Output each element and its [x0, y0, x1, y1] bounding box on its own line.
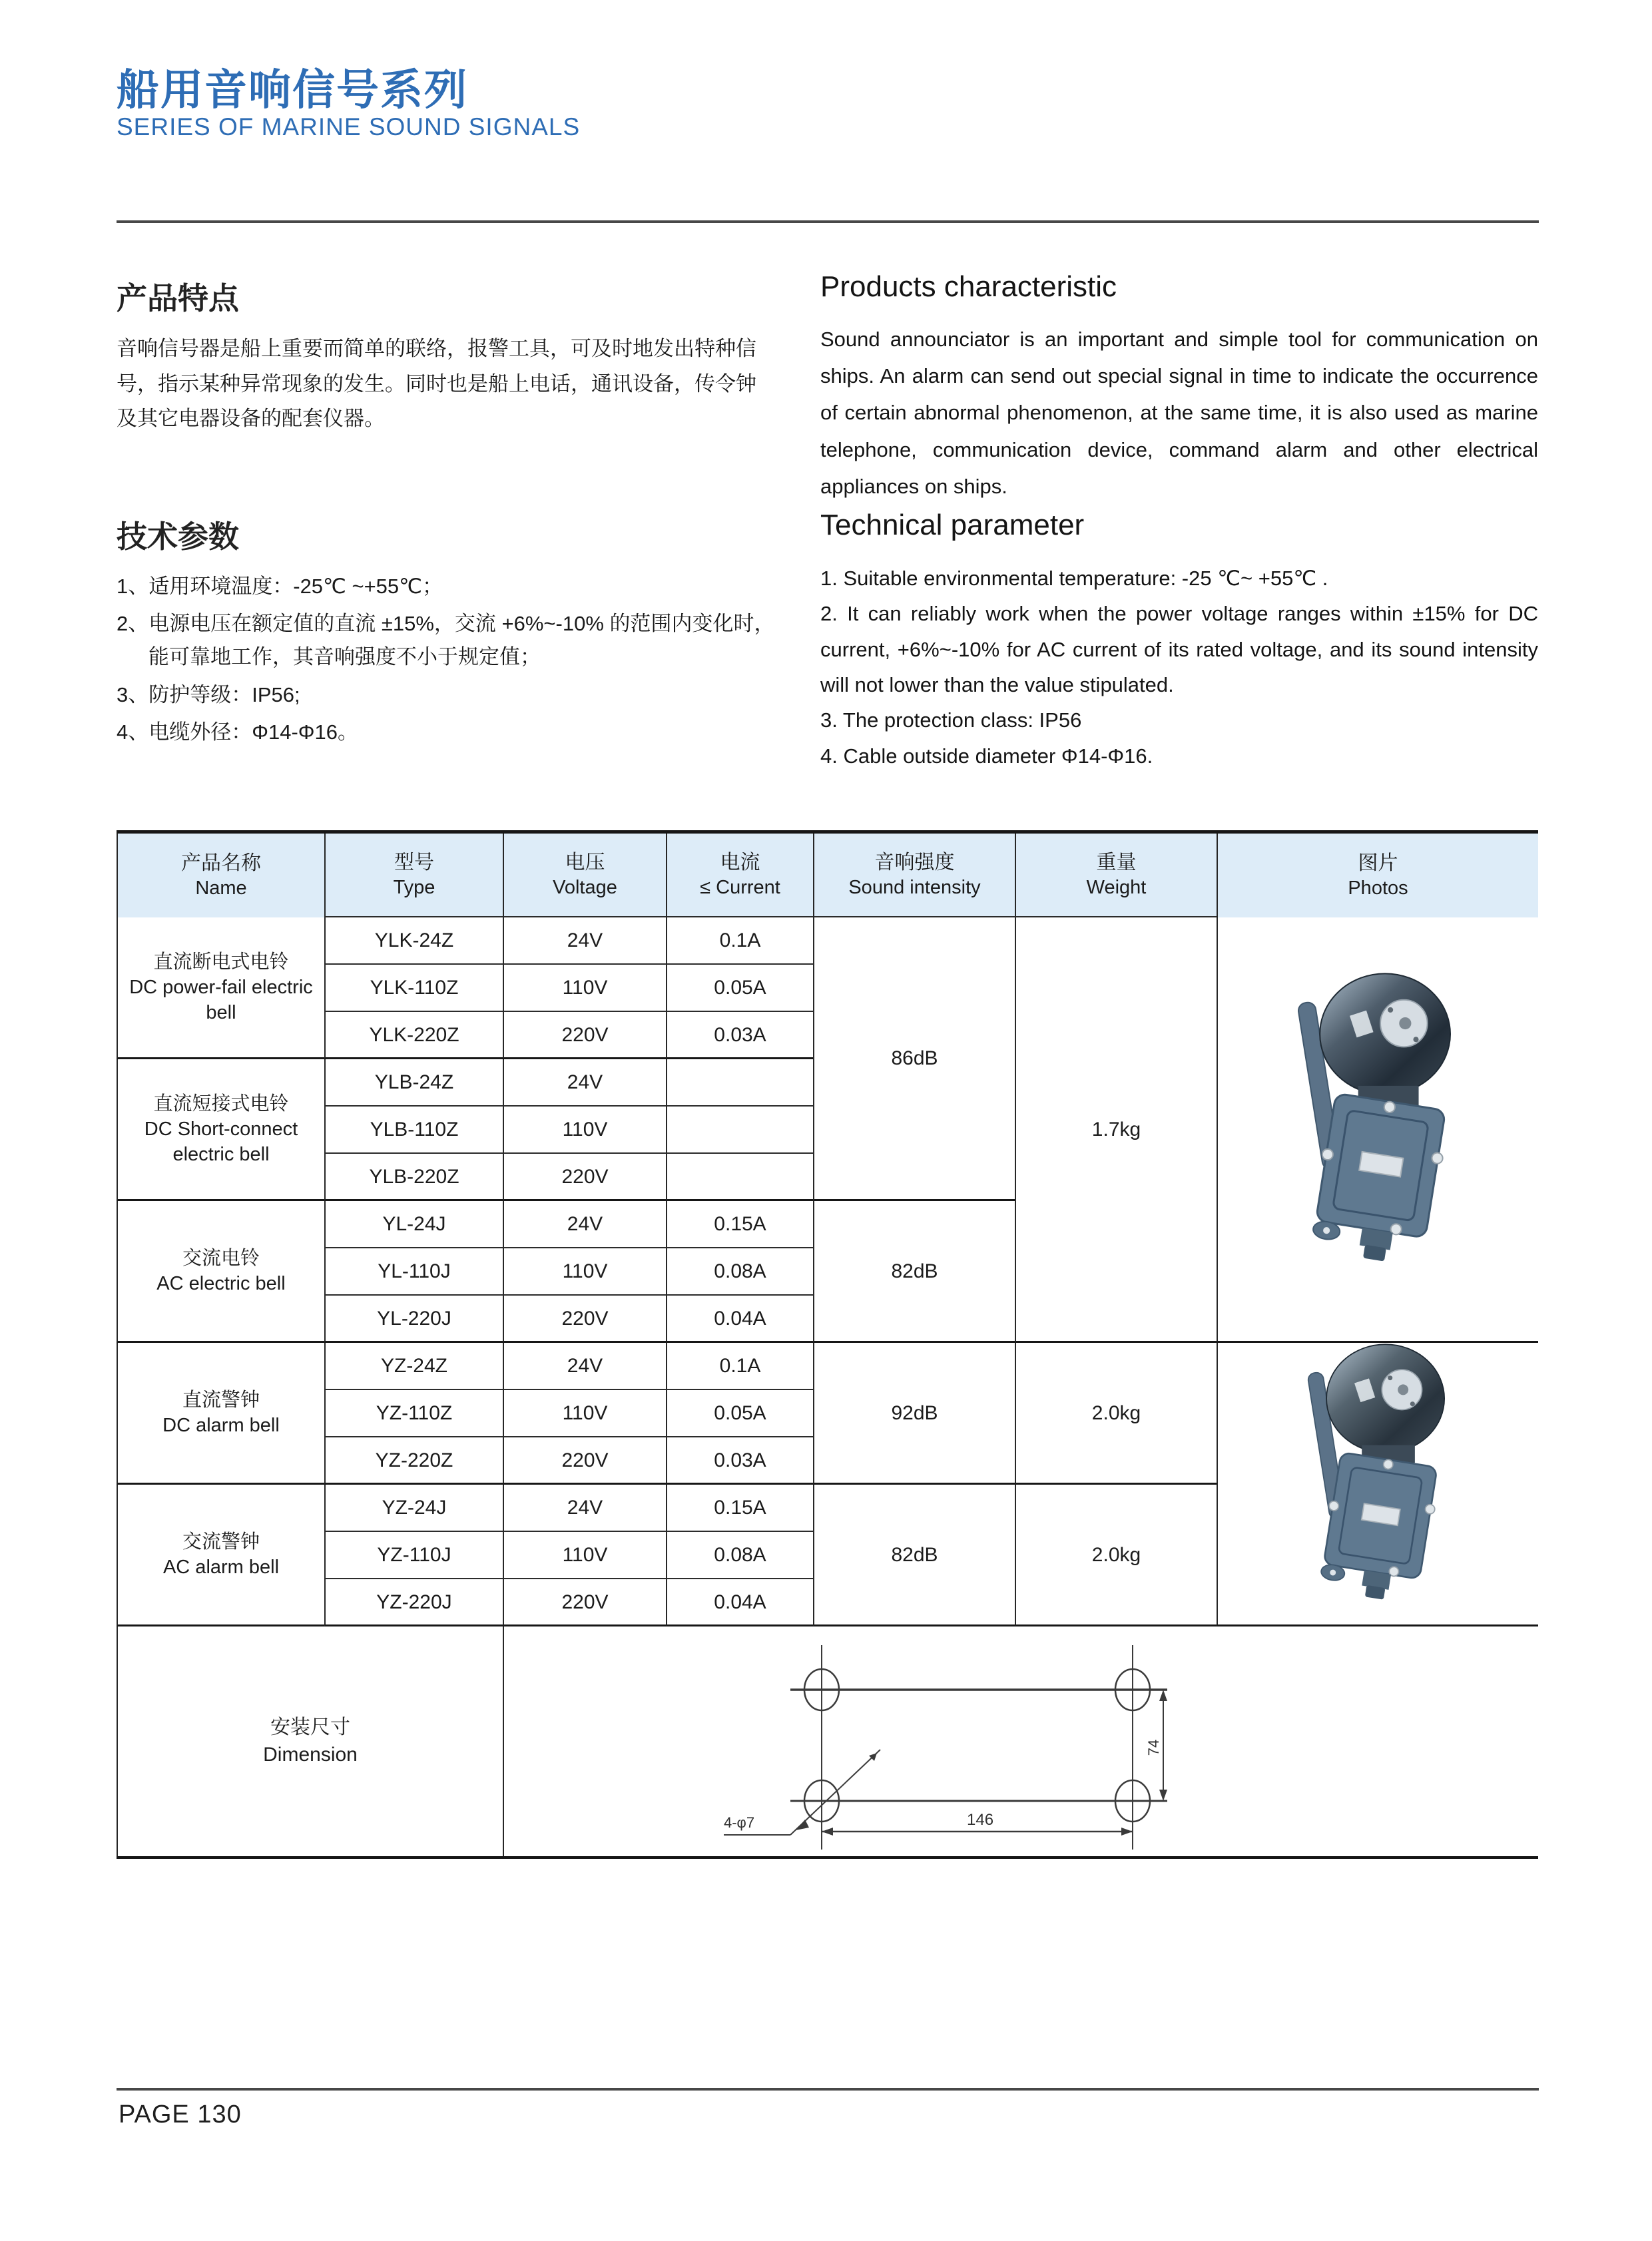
dimension-holes-label: 4-φ7 — [724, 1814, 755, 1831]
tech-item-zh: 4、电缆外径：Φ14-Φ16。 — [117, 720, 358, 744]
cell-current: 0.03A — [666, 1012, 813, 1059]
cell-type: YZ-220J — [324, 1579, 503, 1626]
cell-sound-intensity: 82dB — [813, 1485, 1015, 1626]
cell-type: YLB-220Z — [324, 1154, 503, 1201]
footer-divider — [117, 2088, 1539, 2091]
tech-item-en: 4. Cable outside diameter Φ14-Φ16. — [820, 744, 1153, 768]
features-heading-en: Products characteristic — [820, 270, 1117, 303]
cell-type: YL-24J — [324, 1201, 503, 1248]
cell-voltage: 110V — [503, 1390, 666, 1437]
col-header-current: 电流 ≤ Current — [666, 834, 813, 917]
col-header-photos: 图片 Photos — [1217, 834, 1538, 917]
cell-type: YLB-110Z — [324, 1107, 503, 1154]
cell-type: YZ-110J — [324, 1532, 503, 1579]
tech-item-zh: 2、电源电压在额定值的直流 ±15%，交流 +6%~-10% 的范围内变化时，能可靠地工作，其音响强度不小于规定值； — [117, 612, 775, 669]
cell-current: 0.1A — [666, 1343, 813, 1390]
cell-voltage: 24V — [503, 1059, 666, 1107]
product-name: 交流警钟 AC alarm bell — [117, 1485, 324, 1626]
cell-type: YLK-24Z — [324, 917, 503, 965]
product-name: 直流断电式电铃 DC power-fail electric bell — [117, 917, 324, 1059]
cell-type: YZ-24Z — [324, 1343, 503, 1390]
col-header-type: 型号 Type — [324, 834, 503, 917]
cell-type: YZ-24J — [324, 1485, 503, 1532]
tech-item-zh: 1、适用环境温度：-25℃ ~+55℃； — [117, 575, 443, 598]
cell-type: YZ-110Z — [324, 1390, 503, 1437]
col-header-voltage: 电压 Voltage — [503, 834, 666, 917]
tech-list-zh — [117, 570, 776, 753]
page-title-zh: 船用音响信号系列 — [117, 66, 468, 114]
col-header-name: 产品名称 Name — [117, 834, 324, 917]
header-divider — [117, 220, 1539, 223]
cell-type: YLK-110Z — [324, 965, 503, 1012]
cell-voltage: 220V — [503, 1579, 666, 1626]
product-photo-cell — [1217, 1343, 1538, 1626]
cell-type: YZ-220Z — [324, 1437, 503, 1485]
cell-voltage: 24V — [503, 1343, 666, 1390]
cell-current: 0.04A — [666, 1296, 813, 1343]
cell-current: 0.1A — [666, 917, 813, 965]
features-body-en: Sound announciator is an important and simple tool for communication on ships. An alarm can send out special signal in time to indicate the occurrence of certain abnormal phenomenon, at the same time, it is also used as marine telephone, communication device, command alarm and other electrical appliances on ships. — [820, 328, 1538, 498]
tech-list-en — [820, 561, 1538, 774]
cell-current — [666, 1059, 813, 1107]
col-header-sound: 音响强度 Sound intensity — [813, 834, 1015, 917]
cell-type: YLB-24Z — [324, 1059, 503, 1107]
tech-heading-zh: 技术参数 — [117, 519, 239, 554]
marine-electric-bell-photo — [1275, 948, 1482, 1311]
cell-voltage: 220V — [503, 1437, 666, 1485]
cell-weight: 1.7kg — [1015, 917, 1217, 1343]
page-number: PAGE 130 — [119, 2101, 242, 2128]
cell-current: 0.04A — [666, 1579, 813, 1626]
cell-current: 0.05A — [666, 1390, 813, 1437]
cell-current: 0.08A — [666, 1532, 813, 1579]
cell-voltage: 110V — [503, 1248, 666, 1296]
page-title-en: SERIES OF MARINE SOUND SIGNALS — [117, 113, 581, 140]
cell-current: 0.15A — [666, 1485, 813, 1532]
cell-current — [666, 1154, 813, 1201]
tech-item-en: 3. The protection class: IP56 — [820, 708, 1082, 732]
tech-item-zh: 3、防护等级：IP56; — [117, 682, 300, 706]
cell-type: YL-220J — [324, 1296, 503, 1343]
cell-voltage: 110V — [503, 965, 666, 1012]
tech-item-en: 2. It can reliably work when the power voltage ranges within ±15% for DC current, +6%~-10% for AC current of its rated voltage, and its sound intensity will not lower than the value stipulated. — [820, 602, 1538, 696]
cell-weight: 2.0kg — [1015, 1343, 1217, 1485]
tech-item-en: 1. Suitable environmental temperature: -25 ℃~ +55℃ . — [820, 567, 1328, 590]
cell-current: 0.05A — [666, 965, 813, 1012]
col-header-weight: 重量 Weight — [1015, 834, 1217, 917]
cell-voltage: 220V — [503, 1296, 666, 1343]
cell-current: 0.15A — [666, 1201, 813, 1248]
cell-voltage: 24V — [503, 1485, 666, 1532]
product-photo-cell — [1217, 917, 1538, 1343]
cell-weight: 2.0kg — [1015, 1485, 1217, 1626]
marine-alarm-bell-photo — [1288, 1325, 1469, 1643]
features-body-zh: 音响信号器是船上重要而简单的联络，报警工具，可及时地发出特种信号，指示某种异常现象的发生。同时也是船上电话，通讯设备，传令钟及其它电器设备的配套仪器。 — [117, 337, 756, 431]
cell-type: YLK-220Z — [324, 1012, 503, 1059]
product-name: 直流短接式电铃 DC Short-connect electric bell — [117, 1059, 324, 1201]
product-table — [117, 830, 1538, 1859]
cell-voltage: 110V — [503, 1107, 666, 1154]
dimension-label-cell: 安装尺寸 Dimension — [117, 1626, 503, 1856]
cell-sound-intensity: 82dB — [813, 1201, 1015, 1343]
dimension-width-label: 146 — [967, 1811, 994, 1829]
cell-sound-intensity: 92dB — [813, 1343, 1015, 1485]
dimension-height-label: 74 — [1145, 1739, 1162, 1756]
cell-type: YL-110J — [324, 1248, 503, 1296]
cell-voltage: 220V — [503, 1012, 666, 1059]
mounting-dimension-drawing — [504, 1626, 1538, 1856]
product-name: 直流警钟 DC alarm bell — [117, 1343, 324, 1485]
dimension-drawing-cell — [503, 1626, 1538, 1856]
cell-current: 0.03A — [666, 1437, 813, 1485]
cell-sound-intensity: 86dB — [813, 917, 1015, 1201]
cell-voltage: 110V — [503, 1532, 666, 1579]
cell-voltage: 24V — [503, 1201, 666, 1248]
tech-heading-en: Technical parameter — [820, 509, 1085, 541]
features-heading-zh: 产品特点 — [117, 281, 239, 316]
cell-voltage: 24V — [503, 917, 666, 965]
cell-voltage: 220V — [503, 1154, 666, 1201]
cell-current: 0.08A — [666, 1248, 813, 1296]
cell-current — [666, 1107, 813, 1154]
product-name: 交流电铃 AC electric bell — [117, 1201, 324, 1343]
